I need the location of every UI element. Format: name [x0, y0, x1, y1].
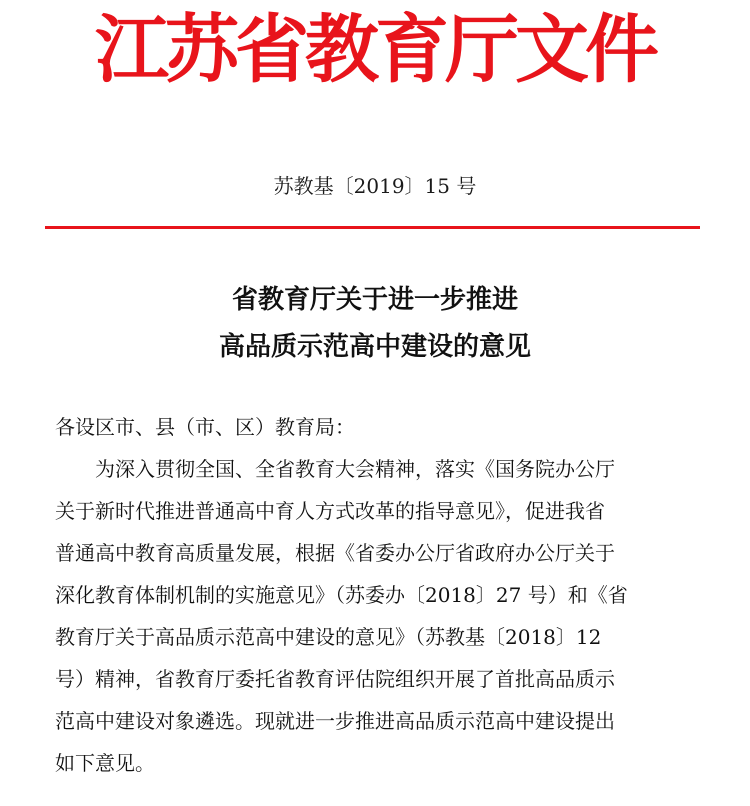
body-paragraph-line: 普通高中教育高质量发展，根据《省委办公厅省政府办公厅关于 — [55, 541, 615, 565]
red-divider-line — [45, 226, 700, 229]
body-paragraph-line: 深化教育体制机制的实施意见》（苏委办〔2018〕27 号）和《省 — [55, 583, 628, 607]
body-paragraph-line: 教育厅关于高品质示范高中建设的意见》（苏教基〔2018〕12 — [55, 625, 602, 649]
masthead-title: 江苏省教育厅文件 — [95, 7, 655, 93]
body-paragraph-line: 范高中建设对象遴选。现就进一步推进高品质示范高中建设提出 — [55, 709, 615, 733]
body-paragraph-line: 关于新时代推进普通高中育人方式改革的指导意见》，促进我省 — [55, 499, 605, 523]
document-title-line-1: 省教育厅关于进一步推进 — [231, 285, 518, 315]
document-title-line-2: 高品质示范高中建设的意见 — [218, 332, 531, 362]
addressee: 各设区市、县（市、区）教育局： — [55, 415, 355, 439]
body-paragraph-line: 号）精神，省教育厅委托省教育评估院组织开展了首批高品质示 — [55, 667, 615, 691]
document-number: 苏教基〔2019〕15 号 — [273, 174, 477, 198]
body-paragraph-line: 如下意见。 — [55, 751, 155, 775]
body-paragraph-line: 为深入贯彻全国、全省教育大会精神，落实《国务院办公厅 — [95, 457, 615, 481]
